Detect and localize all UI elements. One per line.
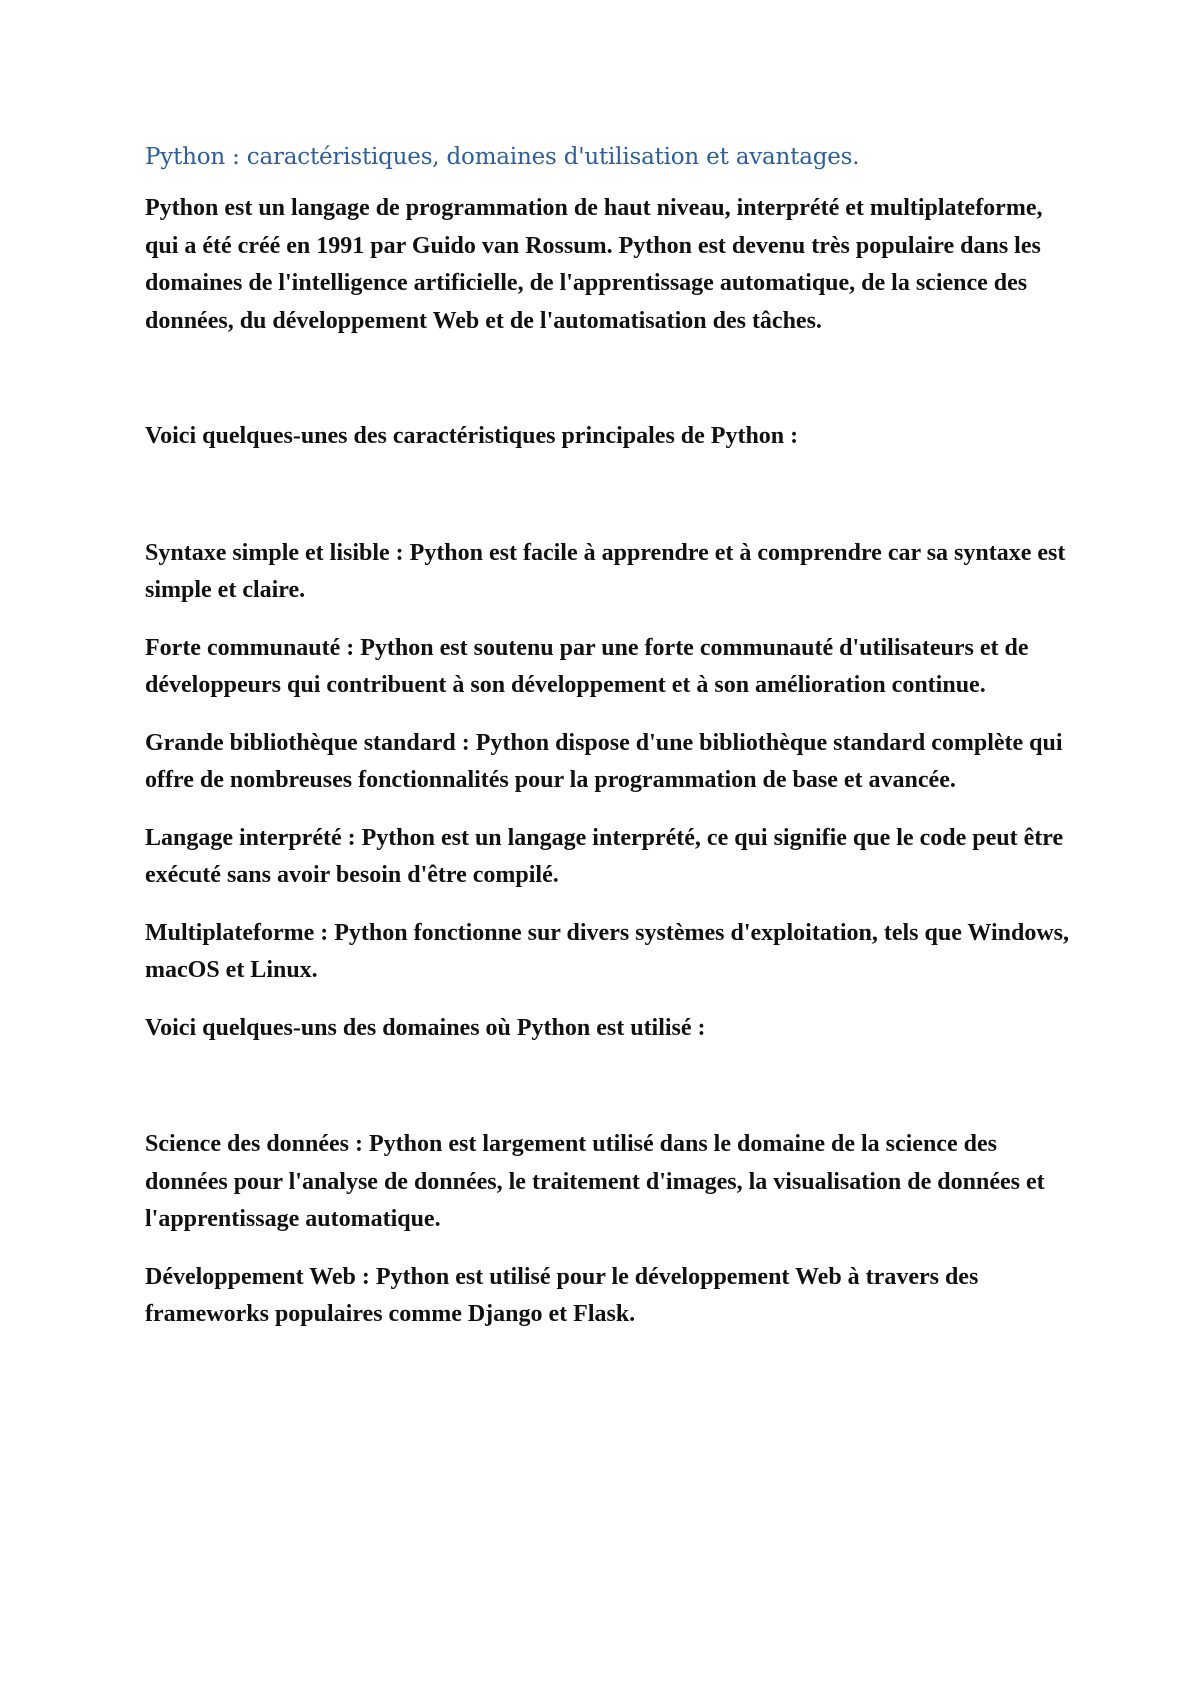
features-heading: Voici quelques-unes des caractéristiques principales de Python : [145, 423, 799, 449]
feature-paragraph: Forte communauté : Python est soutenu par une forte communauté d'utilisateurs et de développeurs qui contribuent à son développement et à son amélioration continue. [145, 634, 1029, 698]
feature-paragraph: Multiplateforme : Python fonctionne sur divers systèmes d'exploitation, tels que Windows, macOS et Linux. [145, 919, 1070, 983]
domain-paragraph: Développement Web : Python est utilisé pour le développement Web à travers des frameworks populaires comme Django et Flask. [145, 1263, 979, 1327]
feature-paragraph: Syntaxe simple et lisible : Python est facile à apprendre et à comprendre car sa syntaxe est simple et claire. [145, 539, 1066, 603]
domain-paragraph: Science des données : Python est largement utilisé dans le domaine de la science des données pour l'analyse de données, le traitement d'images, la visualisation de données et l'apprentissage automatique. [145, 1131, 1045, 1232]
document-title: Python : caractéristiques, domaines d'utilisation et avantages. [145, 144, 860, 170]
document-body [145, 140, 1075, 1354]
domains-heading: Voici quelques-uns des domaines où Python est utilisé : [145, 1014, 706, 1041]
feature-paragraph: Grande bibliothèque standard : Python dispose d'une bibliothèque standard complète qui offre de nombreuses fonctionnalités pour la programmation de base et avancée. [145, 729, 1063, 793]
feature-paragraph: Langage interprété : Python est un langage interprété, ce qui signifie que le code peut être exécuté sans avoir besoin d'être compilé. [145, 824, 1064, 888]
intro-paragraph: Python est un langage de programmation de haut niveau, interprété et multiplateforme, qui a été créé en 1991 par Guido van Rossum. Python est devenu très populaire dans les domaines de l'intelligence artificielle, de l'apprentissage automatique, de la science des données, du développement Web et de l'automatisation des tâches. [145, 195, 1043, 334]
